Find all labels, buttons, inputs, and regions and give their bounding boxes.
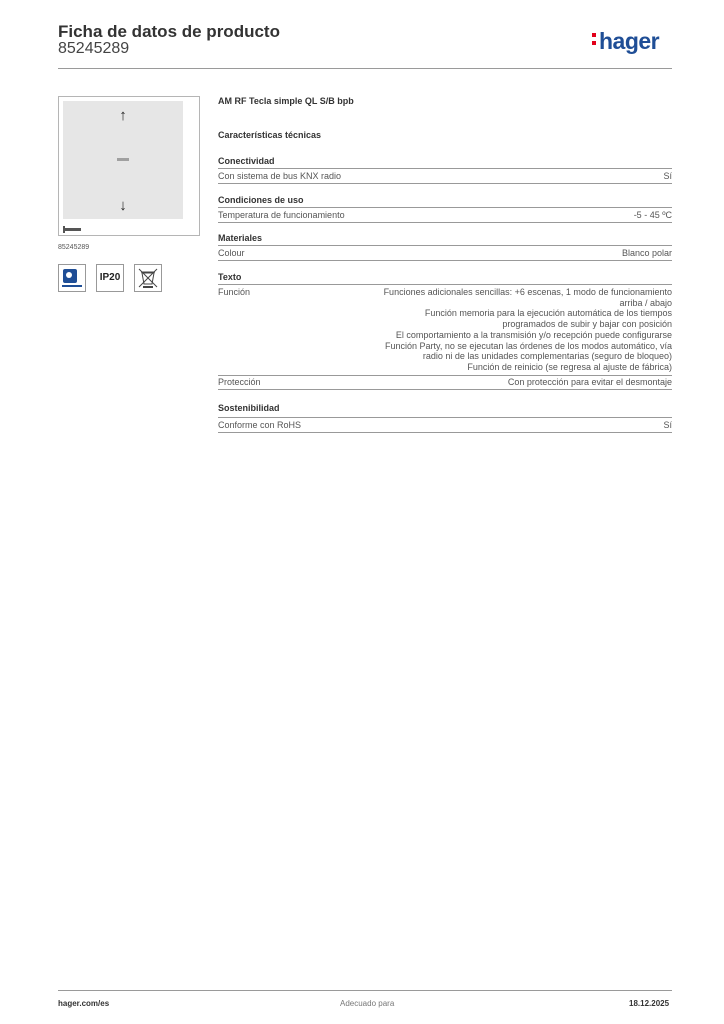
footer-suitable-for: Adecuado para	[340, 999, 395, 1008]
quality-mark-icon	[58, 264, 86, 292]
weee-bin-icon	[134, 264, 162, 292]
spec-row	[218, 168, 672, 184]
spec-value: -5 - 45 ºC	[633, 210, 672, 220]
spec-row	[218, 417, 672, 433]
product-image	[63, 101, 183, 219]
product-code: 85245289	[58, 40, 130, 57]
technical-characteristics-title: Características técnicas	[218, 130, 322, 140]
section-title-condiciones: Condiciones de uso	[218, 195, 304, 205]
function-line: programados de subir y bajar con posición	[502, 319, 672, 330]
page-title: Ficha de datos de producto	[58, 22, 280, 41]
spec-row	[218, 284, 672, 376]
spec-label: Temperatura de funcionamiento	[218, 210, 345, 220]
footer-website-link[interactable]: hager.com/es	[58, 999, 110, 1008]
function-line: Funciones adicionales sencillas: +6 escenas, 1 modo de funcionamiento	[383, 287, 672, 297]
product-image-frame	[58, 96, 200, 236]
spec-label: Protección	[218, 377, 261, 387]
section-title-sostenibilidad: Sostenibilidad	[218, 403, 280, 413]
hager-logo[interactable]	[592, 28, 659, 55]
ip20-badge: IP20	[96, 264, 124, 292]
arrow-up-icon: ↑	[119, 107, 127, 124]
section-title-materiales: Materiales	[218, 233, 263, 243]
product-image-caption: 85245289	[58, 244, 90, 251]
logo-mark-icon	[592, 33, 597, 49]
header-divider	[58, 68, 672, 69]
footer-date: 18.12.2025	[629, 999, 670, 1008]
section-title-conectividad: Conectividad	[218, 156, 275, 166]
product-name: AM RF Tecla simple QL S/B bpb	[218, 96, 354, 106]
spec-value: Sí	[663, 171, 672, 181]
function-line: arriba / abajo	[619, 297, 672, 308]
spec-row	[218, 245, 672, 261]
spec-row	[218, 375, 672, 390]
spec-label: Función	[218, 287, 251, 297]
arrow-down-icon: ↓	[119, 197, 127, 214]
spec-label: Con sistema de bus KNX radio	[218, 171, 342, 181]
footer-divider	[58, 990, 672, 991]
function-line: radio ni de las unidades complementarias (seguro de bloqueo)	[422, 351, 672, 362]
spec-value: Con protección para evitar el desmontaje	[507, 377, 672, 387]
function-line: Función de reinicio (se regresa al ajuste de fábrica)	[467, 361, 672, 372]
spec-value: Sí	[663, 420, 672, 430]
spec-label: Conforme con RoHS	[218, 420, 302, 430]
section-title-texto: Texto	[218, 272, 242, 282]
scale-icon	[63, 228, 81, 231]
function-line: Función Party, no se ejecutan las órdenes de los modos automático, vía	[385, 340, 672, 351]
logo-text: hager	[599, 28, 660, 54]
function-line: Función memoria para la ejecución automática de los tiempos	[424, 308, 672, 319]
function-line: El comportamiento a la transmisión y/o recepción puede configurarse	[395, 329, 672, 340]
spec-label: Colour	[218, 248, 245, 258]
function-description	[352, 287, 672, 373]
dash-icon	[117, 158, 129, 161]
spec-row	[218, 207, 672, 223]
spec-value: Blanco polar	[621, 248, 672, 258]
